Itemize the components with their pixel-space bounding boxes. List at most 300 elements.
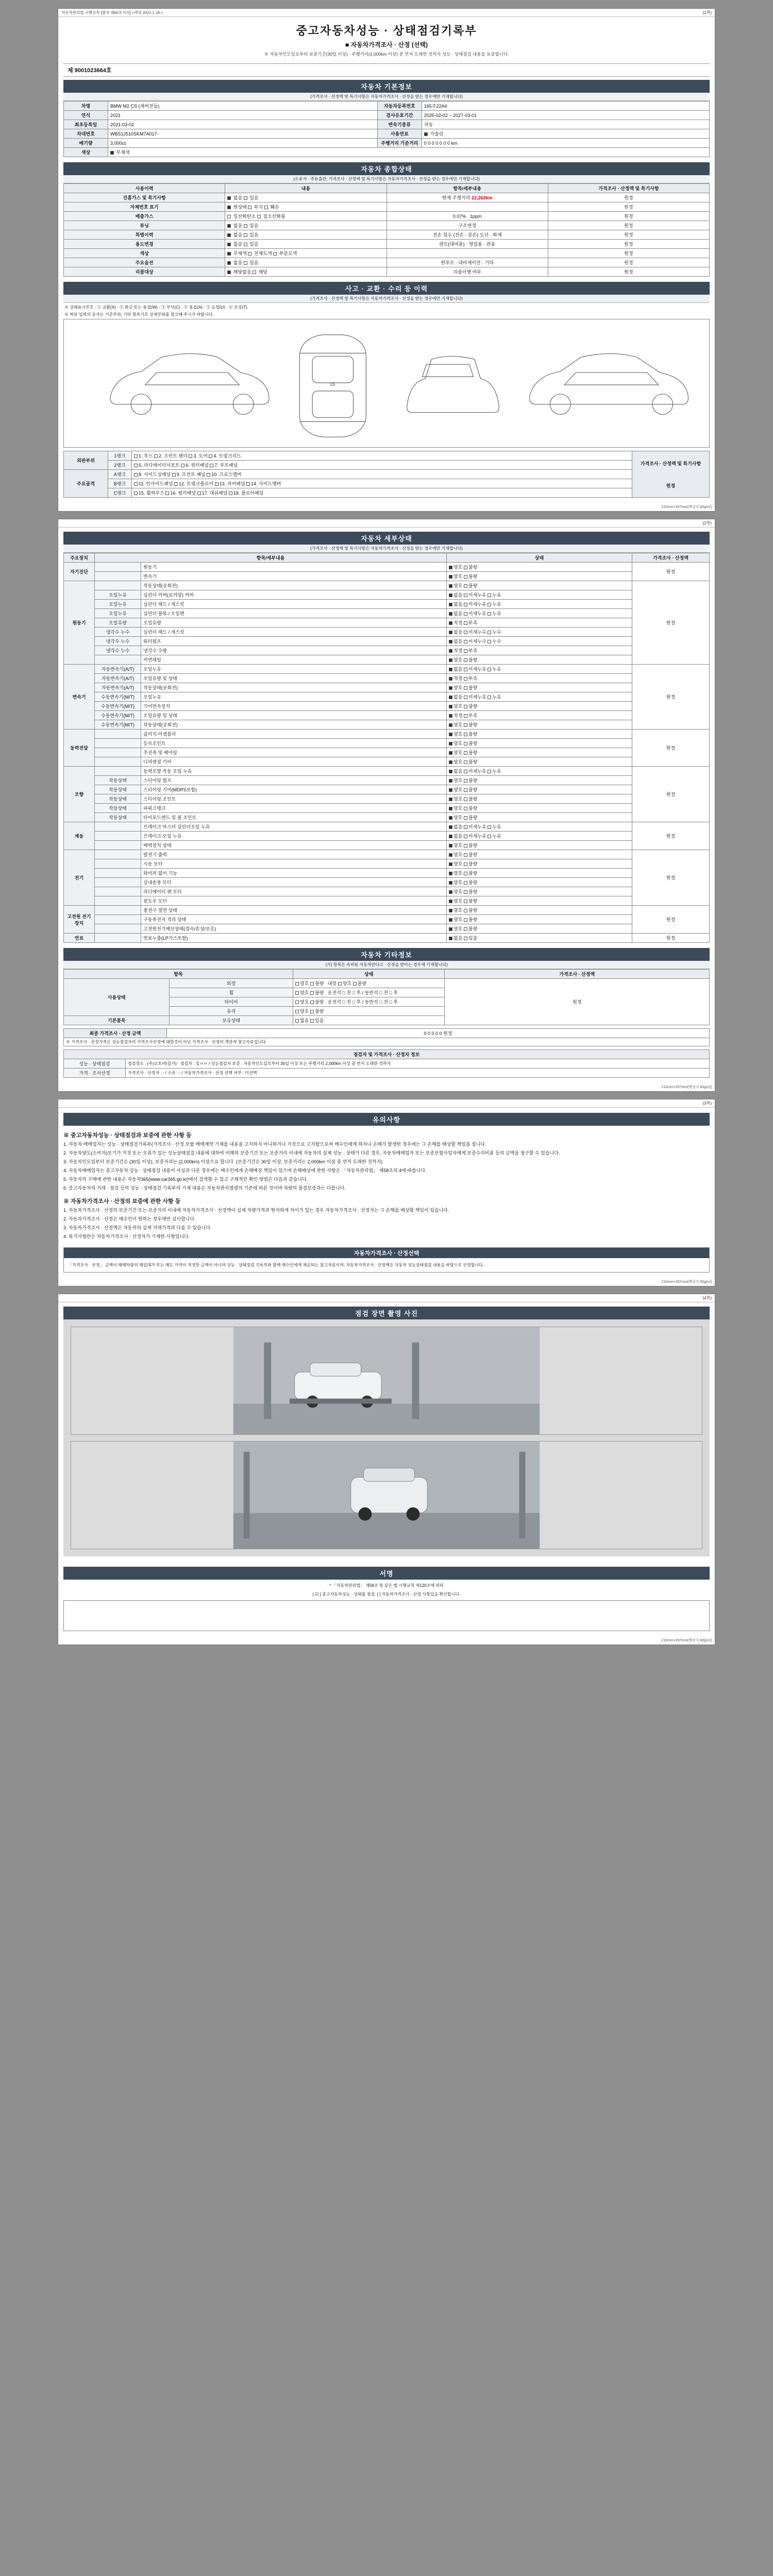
checkbox-icon[interactable] bbox=[464, 751, 467, 755]
checkbox-icon[interactable] bbox=[464, 733, 467, 736]
table-row bbox=[64, 906, 710, 915]
checkbox-icon[interactable] bbox=[464, 686, 467, 690]
checkbox-icon[interactable] bbox=[295, 1019, 299, 1023]
detail-item-state[interactable] bbox=[447, 637, 632, 646]
table-row bbox=[64, 692, 710, 702]
option-label: 불량 bbox=[468, 583, 478, 588]
level-a: A랭크 bbox=[108, 470, 132, 479]
checkbox-icon[interactable] bbox=[449, 621, 452, 625]
page-number-2: (2쪽) bbox=[702, 521, 712, 526]
checkbox-icon[interactable] bbox=[449, 686, 452, 690]
detail-item-state[interactable] bbox=[447, 841, 632, 850]
part-no: 16 bbox=[170, 490, 176, 496]
checkbox-icon[interactable] bbox=[488, 825, 491, 829]
checkbox-icon[interactable] bbox=[464, 705, 467, 708]
checkbox-icon[interactable] bbox=[449, 862, 452, 866]
checkbox-icon[interactable] bbox=[449, 696, 452, 699]
option-label: 미세누유 bbox=[468, 592, 488, 598]
checkbox-icon[interactable] bbox=[154, 454, 158, 458]
detail-item-state[interactable] bbox=[447, 655, 632, 665]
detail-item-state[interactable] bbox=[447, 711, 632, 720]
checkbox-icon[interactable] bbox=[295, 982, 299, 986]
option-label: 양호 bbox=[453, 917, 464, 922]
checkbox-icon[interactable] bbox=[257, 215, 261, 218]
detail-item-state[interactable] bbox=[447, 702, 632, 711]
checkbox-icon[interactable] bbox=[449, 890, 452, 894]
checkbox-icon[interactable] bbox=[134, 454, 138, 458]
detail-group-label: 원동기 bbox=[64, 581, 95, 665]
checkbox-icon[interactable] bbox=[449, 751, 452, 755]
checkbox-icon[interactable] bbox=[449, 881, 452, 885]
checkbox-icon[interactable] bbox=[449, 584, 452, 588]
checkbox-icon[interactable] bbox=[464, 760, 467, 764]
option-label: 불량 bbox=[468, 732, 478, 737]
checkbox-icon[interactable] bbox=[464, 603, 467, 606]
option-label: 불량 bbox=[468, 565, 478, 570]
checkbox-icon[interactable] bbox=[464, 631, 467, 634]
checkbox-icon[interactable] bbox=[464, 909, 467, 912]
checkbox-icon[interactable] bbox=[464, 658, 467, 662]
option-label: 불량 bbox=[468, 815, 478, 820]
checkbox-icon[interactable] bbox=[449, 844, 452, 848]
checkbox-icon[interactable] bbox=[464, 584, 467, 588]
option-label: 미세누유 bbox=[468, 694, 488, 700]
detail-item-state[interactable] bbox=[447, 665, 632, 674]
checkbox-icon[interactable] bbox=[488, 631, 491, 634]
checkbox-icon[interactable] bbox=[134, 492, 138, 495]
row-label-emission: 배출가스 bbox=[64, 212, 225, 221]
detail-item-state[interactable] bbox=[447, 748, 632, 757]
detail-subgroup-label bbox=[95, 878, 141, 887]
detail-subgroup-label: 자동변속기(A/T) bbox=[95, 674, 141, 683]
checkbox-icon[interactable] bbox=[464, 575, 467, 579]
option-label: 질소산화물 bbox=[263, 214, 285, 219]
option-label: 일산화탄소 bbox=[233, 214, 256, 219]
col-header-usage: 사용이력 bbox=[64, 184, 225, 193]
detail-item-state[interactable] bbox=[447, 785, 632, 794]
detail-item-state[interactable] bbox=[447, 683, 632, 692]
option-label: 훼손 bbox=[270, 205, 279, 210]
part-name: 도어 bbox=[198, 453, 208, 459]
checkbox-icon[interactable] bbox=[229, 492, 232, 495]
detail-item-state[interactable] bbox=[447, 692, 632, 702]
detail-group-price: 원정 bbox=[632, 906, 710, 934]
checkbox-icon[interactable] bbox=[449, 872, 452, 875]
table-row bbox=[64, 878, 710, 887]
option-label: 양호 bbox=[300, 999, 309, 1005]
checkbox-icon[interactable] bbox=[488, 835, 491, 838]
detail-group-label: 제동 bbox=[64, 822, 95, 850]
detail-item-state[interactable] bbox=[447, 878, 632, 887]
checkbox-icon[interactable] bbox=[181, 464, 184, 467]
table-row bbox=[64, 240, 710, 249]
checkbox-icon[interactable] bbox=[207, 473, 210, 477]
col-header-item: 항목/세부내용 bbox=[95, 553, 447, 563]
checkbox-icon[interactable] bbox=[464, 900, 467, 903]
field-value-vin: WBS1J510SKM7A017- bbox=[108, 129, 378, 139]
checkbox-icon[interactable] bbox=[464, 612, 467, 616]
checkbox-icon[interactable] bbox=[449, 714, 452, 718]
checkbox-icon[interactable] bbox=[227, 261, 231, 265]
checkbox-icon[interactable] bbox=[449, 900, 452, 903]
checkbox-icon[interactable] bbox=[172, 473, 176, 477]
checkbox-icon[interactable] bbox=[449, 733, 452, 736]
detail-subgroup-label: 오일누유 bbox=[95, 600, 141, 609]
option-label: 양호 bbox=[453, 750, 464, 755]
checkbox-icon[interactable] bbox=[488, 603, 491, 606]
detail-item-state[interactable] bbox=[447, 767, 632, 776]
checkbox-icon[interactable] bbox=[244, 243, 247, 246]
parts-frame-a: 8. 사이드실패널 9. 프런트 패널 10. 크로스멤버 bbox=[132, 470, 632, 479]
field-value-transmission bbox=[422, 120, 709, 129]
detail-item-label: 라디에이터 팬 모터 bbox=[141, 887, 447, 896]
option-label: 적정 bbox=[453, 648, 464, 653]
detail-item-label: 오일유량 및 상태 bbox=[141, 674, 447, 683]
checkbox-icon[interactable] bbox=[244, 233, 247, 237]
checkbox-icon[interactable] bbox=[464, 640, 467, 643]
checkbox-icon[interactable] bbox=[464, 825, 467, 829]
option-label: 있음 bbox=[249, 260, 259, 265]
checkbox-icon[interactable] bbox=[449, 742, 452, 745]
checkbox-icon[interactable] bbox=[464, 723, 467, 727]
detail-item-label: 브레이크 마스터 실린더오일 누유 bbox=[141, 822, 447, 832]
detail-item-state[interactable] bbox=[447, 859, 632, 869]
option-label: 양호 bbox=[453, 565, 464, 570]
checkbox-icon[interactable] bbox=[464, 779, 467, 783]
checkbox-icon[interactable] bbox=[310, 1019, 314, 1023]
table-row bbox=[64, 841, 710, 850]
detail-subgroup-label: 작동상태 bbox=[95, 804, 141, 813]
checkbox-icon[interactable] bbox=[449, 816, 452, 820]
checkbox-icon[interactable] bbox=[488, 594, 491, 597]
checkbox-icon[interactable] bbox=[464, 816, 467, 820]
detail-item-state[interactable] bbox=[447, 794, 632, 804]
checkbox-icon[interactable] bbox=[464, 798, 467, 801]
option-label: 양호 bbox=[453, 796, 464, 802]
checkbox-icon[interactable] bbox=[488, 770, 491, 773]
checkbox-icon[interactable] bbox=[464, 677, 467, 681]
detail-item-label: 냉각수 수량 bbox=[141, 646, 447, 655]
option-label: 양호 bbox=[453, 926, 464, 931]
table-row bbox=[64, 267, 710, 277]
checkbox-icon[interactable] bbox=[253, 270, 256, 274]
detail-item-state[interactable] bbox=[447, 730, 632, 739]
detail-item-label: 시동 모터 bbox=[141, 859, 447, 869]
checkbox-icon[interactable] bbox=[464, 872, 467, 875]
detail-item-state[interactable] bbox=[447, 757, 632, 767]
checkbox-icon[interactable] bbox=[449, 603, 452, 606]
option-label: 없음 bbox=[233, 242, 243, 247]
checkbox-icon[interactable] bbox=[227, 252, 231, 256]
notice-paragraph: 1. 자동차 매매업자는 성능 · 상태점검기록부(가격조사 · 산정 포함 매매계약 기재를 내용을 고지하지 아니하거나 거짓으로 고지함으로써 매수인에게 하자나 손해가 발생한 경우에는 그 손해를 배상할 책임을 집니다. bbox=[63, 1142, 486, 1147]
option-label: 없음 bbox=[453, 667, 464, 672]
checkbox-icon[interactable] bbox=[295, 1001, 299, 1004]
section-detail-title: 자동차 세부상태 bbox=[63, 532, 710, 545]
detail-item-state[interactable] bbox=[447, 822, 632, 832]
parts-outer-1: 1. 후드 2. 프런트 펜더 3. 도어 4. 트렁크리드 bbox=[132, 451, 632, 461]
checkbox-icon[interactable] bbox=[227, 224, 231, 228]
level-2: 2랭크 bbox=[108, 461, 132, 470]
checkbox-icon[interactable] bbox=[464, 862, 467, 866]
option-label: 없음 bbox=[453, 639, 464, 644]
checkbox-icon[interactable] bbox=[295, 1010, 299, 1013]
field-label-transmission: 변속기종류 bbox=[377, 120, 422, 129]
section-others-note: (가) 항목은 속비된 자동차만다고 · 산정을 받아는 경우에 기재합니다) bbox=[63, 961, 710, 969]
checkbox-icon[interactable] bbox=[449, 788, 452, 792]
checkbox-icon[interactable] bbox=[310, 1010, 314, 1013]
detail-item-state[interactable] bbox=[447, 906, 632, 915]
detail-item-state[interactable] bbox=[447, 813, 632, 822]
checkbox-icon[interactable] bbox=[227, 270, 231, 274]
detail-group-price: 원정 bbox=[632, 563, 710, 581]
part-name: 사이드실패널 bbox=[144, 472, 171, 477]
checkbox-icon[interactable] bbox=[449, 918, 452, 922]
checkbox-icon[interactable] bbox=[449, 798, 452, 801]
option-label: 해당 bbox=[258, 269, 267, 275]
checkbox-icon[interactable] bbox=[449, 909, 452, 912]
detail-item-state[interactable] bbox=[447, 674, 632, 683]
option-label: 누유 bbox=[492, 602, 501, 607]
total-price-note: ※ 가격조사 · 산정가격은 성능점검자의 가격조사산정에 대한것이 아닌 가격조사 · 산정의 객관적 참고자료입니다. bbox=[64, 1038, 710, 1046]
checkbox-icon[interactable] bbox=[449, 612, 452, 616]
section-others-title: 자동차 기타정보 bbox=[63, 948, 710, 961]
option-label: 누유 bbox=[492, 824, 501, 829]
checkbox-icon[interactable] bbox=[464, 594, 467, 597]
checkbox-icon[interactable] bbox=[449, 825, 452, 829]
checkbox-icon[interactable] bbox=[134, 482, 138, 486]
checkbox-icon[interactable] bbox=[134, 464, 138, 467]
accident-price-value: 원정 bbox=[666, 483, 676, 488]
checkbox-icon[interactable] bbox=[464, 844, 467, 848]
checkbox-icon[interactable] bbox=[248, 252, 251, 256]
checkbox-icon[interactable] bbox=[464, 788, 467, 792]
checkbox-icon[interactable] bbox=[310, 982, 314, 986]
part-name: 리어패널 bbox=[227, 481, 245, 486]
detail-item-label: 스티어링 조인트 bbox=[141, 794, 447, 804]
total-price-value: 0 0 0 0 0 원정 bbox=[167, 1029, 710, 1038]
checkbox-icon[interactable] bbox=[227, 233, 231, 237]
checkbox-icon[interactable] bbox=[464, 668, 467, 671]
detail-item-state[interactable] bbox=[447, 720, 632, 730]
detail-item-label: 클러치 어셈블리 bbox=[141, 730, 447, 739]
checkbox-icon[interactable] bbox=[464, 770, 467, 773]
tuning-note: 구조변경 bbox=[458, 223, 477, 228]
checkbox-icon[interactable] bbox=[464, 649, 467, 653]
checkbox-icon[interactable] bbox=[244, 224, 247, 228]
table-row bbox=[64, 221, 710, 230]
table-row bbox=[64, 813, 710, 822]
checkbox-icon[interactable] bbox=[210, 464, 213, 467]
table-row bbox=[64, 212, 710, 221]
field-value-mileage: 0 0 0 0 0 0 0 km bbox=[422, 139, 709, 148]
signature-field[interactable] bbox=[63, 1600, 710, 1631]
checkbox-icon[interactable] bbox=[464, 918, 467, 922]
detail-item-label: 타이로드엔드 및 볼 조인트 bbox=[141, 813, 447, 822]
detail-item-state[interactable] bbox=[447, 896, 632, 906]
checkbox-icon[interactable] bbox=[244, 196, 247, 200]
part-no: 3 bbox=[193, 453, 196, 459]
detail-item-state[interactable] bbox=[447, 934, 632, 943]
checkbox-icon[interactable] bbox=[189, 454, 192, 458]
page-1 bbox=[58, 8, 715, 512]
checkbox-icon[interactable] bbox=[227, 243, 231, 246]
detail-item-state[interactable] bbox=[447, 887, 632, 896]
checkbox-icon[interactable] bbox=[227, 196, 231, 200]
item-exterior: 외장 bbox=[170, 979, 293, 988]
checkbox-icon[interactable] bbox=[264, 206, 268, 209]
option-label: 부족 bbox=[468, 620, 478, 625]
table-row bbox=[64, 887, 710, 896]
page-4-header bbox=[58, 1294, 715, 1302]
option-label: 부식 bbox=[254, 205, 263, 210]
field-value-carname: BMW M2 CS (새버전들) bbox=[108, 101, 378, 111]
detail-item-state[interactable] bbox=[447, 572, 632, 581]
car-damage-diagram[interactable] bbox=[63, 319, 710, 448]
field-value-fuel bbox=[422, 129, 709, 139]
checkbox-icon[interactable] bbox=[488, 640, 491, 643]
detail-item-state[interactable] bbox=[447, 804, 632, 813]
basic-info-table bbox=[63, 101, 710, 157]
row-detail-vinmark bbox=[225, 202, 386, 212]
checkbox-icon[interactable] bbox=[227, 206, 231, 209]
option-label: 미세누유 bbox=[468, 611, 488, 616]
checkbox-icon[interactable] bbox=[246, 482, 250, 486]
checkbox-icon[interactable] bbox=[449, 835, 452, 838]
item-possession: 보유상태 bbox=[170, 1016, 293, 1025]
option-label: 없음 bbox=[233, 223, 243, 228]
checkbox-icon[interactable] bbox=[449, 658, 452, 662]
checkbox-icon[interactable] bbox=[174, 482, 178, 486]
checkbox-icon[interactable] bbox=[295, 991, 299, 995]
detail-subgroup-label bbox=[95, 748, 141, 757]
checkbox-icon[interactable] bbox=[165, 492, 169, 495]
detail-item-state[interactable] bbox=[447, 563, 632, 572]
detail-item-state[interactable] bbox=[447, 628, 632, 637]
checkbox-icon[interactable] bbox=[488, 696, 491, 699]
checkbox-icon[interactable] bbox=[449, 677, 452, 681]
checkbox-icon[interactable] bbox=[464, 807, 467, 810]
detail-item-state[interactable] bbox=[447, 618, 632, 628]
photo-2-graphic bbox=[71, 1442, 702, 1549]
checkbox-icon[interactable] bbox=[449, 705, 452, 708]
option-label: 양호 bbox=[453, 889, 464, 894]
checkbox-icon[interactable] bbox=[110, 151, 114, 155]
checkbox-icon[interactable] bbox=[310, 991, 314, 995]
checkbox-icon[interactable] bbox=[449, 853, 452, 857]
checkbox-icon[interactable] bbox=[464, 881, 467, 885]
detail-item-state[interactable] bbox=[447, 924, 632, 934]
checkbox-icon[interactable] bbox=[449, 594, 452, 597]
detail-subgroup-label: 작동상태 bbox=[95, 813, 141, 822]
checkbox-icon[interactable] bbox=[464, 742, 467, 745]
checkbox-icon[interactable] bbox=[449, 927, 452, 931]
checkbox-icon[interactable] bbox=[464, 566, 467, 569]
option-label: 양호 bbox=[453, 759, 464, 765]
detail-item-label: 오일유량 bbox=[141, 618, 447, 628]
checkbox-icon[interactable] bbox=[488, 612, 491, 616]
detail-subgroup-label: 작동상태 bbox=[95, 785, 141, 794]
checkbox-icon[interactable] bbox=[449, 770, 452, 773]
checkbox-icon[interactable] bbox=[215, 482, 219, 486]
table-row bbox=[64, 129, 710, 139]
checkbox-icon[interactable] bbox=[449, 668, 452, 671]
detail-item-state[interactable] bbox=[447, 776, 632, 785]
detail-group-price: 원정 bbox=[632, 581, 710, 665]
checkbox-icon[interactable] bbox=[449, 649, 452, 653]
detail-group-label: 조향 bbox=[64, 767, 95, 822]
checkbox-icon[interactable] bbox=[464, 696, 467, 699]
detail-item-label: 와이퍼 없이 기능 bbox=[141, 869, 447, 878]
checkbox-icon[interactable] bbox=[449, 631, 452, 634]
detail-item-state[interactable] bbox=[447, 609, 632, 618]
checkbox-icon[interactable] bbox=[464, 835, 467, 838]
checkbox-icon[interactable] bbox=[464, 927, 467, 931]
checkbox-icon[interactable] bbox=[449, 760, 452, 764]
checkbox-icon[interactable] bbox=[197, 492, 201, 495]
checkbox-icon[interactable] bbox=[449, 937, 452, 940]
sign-note-1: * 「자동차관리법」 제58조 및 같은 법 시행규칙 제120조에 따라 bbox=[329, 1583, 444, 1588]
checkbox-icon[interactable] bbox=[424, 132, 428, 136]
detail-group-price: 원정 bbox=[632, 850, 710, 906]
detail-item-state[interactable] bbox=[447, 850, 632, 859]
page-number-1: (1쪽) bbox=[702, 10, 712, 15]
state-glass bbox=[293, 1007, 445, 1016]
checkbox-icon[interactable] bbox=[464, 621, 467, 625]
row-detail-mileage bbox=[225, 193, 386, 202]
part-no: 14 bbox=[251, 481, 257, 486]
detail-item-state[interactable] bbox=[447, 832, 632, 841]
checkbox-icon[interactable] bbox=[464, 890, 467, 894]
checkbox-icon[interactable] bbox=[464, 937, 467, 940]
checkbox-icon[interactable] bbox=[464, 853, 467, 857]
checkbox-icon[interactable] bbox=[449, 807, 452, 810]
detail-item-label: 스티어링 펌프 bbox=[141, 776, 447, 785]
checkbox-icon[interactable] bbox=[310, 1001, 314, 1004]
checkbox-icon[interactable] bbox=[464, 714, 467, 718]
col-header-content: 내용 bbox=[225, 184, 386, 193]
detail-item-state[interactable] bbox=[447, 646, 632, 655]
checkbox-icon[interactable] bbox=[449, 566, 452, 569]
checkbox-icon[interactable] bbox=[449, 575, 452, 579]
table-row bbox=[64, 767, 710, 776]
checkbox-icon[interactable] bbox=[248, 206, 251, 209]
checkbox-icon[interactable] bbox=[134, 473, 138, 477]
checkbox-icon[interactable] bbox=[353, 982, 357, 986]
detail-item-state[interactable] bbox=[447, 600, 632, 609]
detail-item-state[interactable] bbox=[447, 869, 632, 878]
pricebox-text: 「가격조사 · 산정」 금액이 매매차량의 매입대가 또는 매도 가격이 적정한 금액이 아니며 성능 · 상태점검 기록부와 함께 매수인에게 제공되는 참고자료이며, 자동차가격조사 · 산정액은 자동차 성능상태점검 내용을 바탕으로 산정합니다. bbox=[68, 1263, 484, 1268]
checkbox-icon[interactable] bbox=[227, 215, 231, 218]
checkbox-icon[interactable] bbox=[209, 454, 212, 458]
parts-frame-c: 15. 휠하우스 16. 필러패널 17. 대쉬패널 18. 플로어패널 bbox=[132, 488, 632, 498]
option-label: 불량 bbox=[314, 990, 324, 995]
row-price: 원정 bbox=[548, 240, 709, 249]
checkbox-icon[interactable] bbox=[338, 982, 342, 986]
checkbox-icon[interactable] bbox=[244, 261, 247, 265]
detail-subgroup-label: 작동상태 bbox=[95, 794, 141, 804]
detail-item-state[interactable] bbox=[447, 739, 632, 748]
checkbox-icon[interactable] bbox=[273, 252, 277, 256]
detail-item-state[interactable] bbox=[447, 590, 632, 600]
detail-item-state[interactable] bbox=[447, 915, 632, 924]
checkbox-icon[interactable] bbox=[449, 723, 452, 727]
detail-item-state[interactable] bbox=[447, 581, 632, 590]
checkbox-icon[interactable] bbox=[488, 668, 491, 671]
checkbox-icon[interactable] bbox=[449, 779, 452, 783]
col-header-detail: 항목/세부내용 bbox=[386, 184, 548, 193]
checkbox-icon[interactable] bbox=[449, 640, 452, 643]
option-label: 미세누수 bbox=[468, 630, 488, 635]
